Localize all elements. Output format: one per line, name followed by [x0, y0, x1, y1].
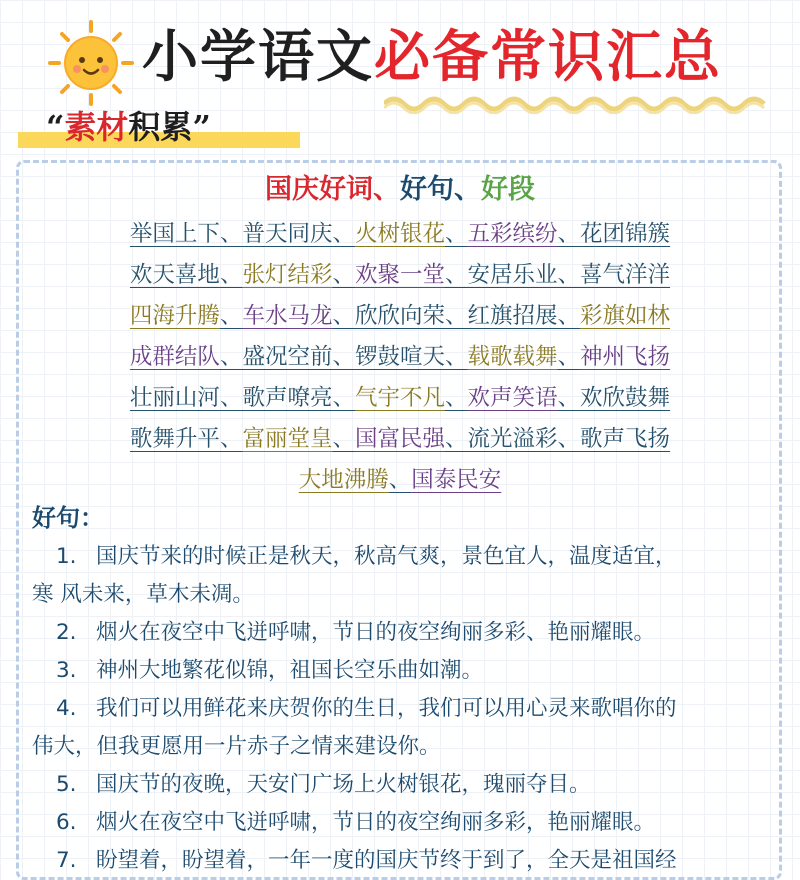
- word-separator: 、: [445, 344, 468, 370]
- word-item: 车水马龙: [242, 303, 333, 329]
- sentence-text: 国庆节来的时候正是秋天，秋高气爽，景色宜人，温度适宜，: [96, 544, 677, 569]
- section-title-part: 好段: [481, 174, 535, 205]
- word-separator: 、: [445, 221, 468, 247]
- sentence-line: [32, 804, 780, 842]
- section-title-part: 好句、: [400, 174, 481, 205]
- word-separator: 、: [332, 426, 355, 452]
- sentence-text: 国庆节的夜晚，天安门广场上火树银花，瑰丽夺目。: [96, 772, 591, 797]
- word-item: 国泰民安: [411, 467, 502, 493]
- sentence-text: 烟火在夜空中飞迸呼啸，节日的夜空绚丽多彩、艳丽耀眼。: [96, 620, 656, 645]
- word-item: 欢声笑语: [467, 385, 558, 411]
- word-separator: 、: [557, 262, 581, 288]
- word-item: 歌舞升平: [129, 426, 220, 452]
- word-item: 壮丽山河: [129, 385, 220, 411]
- word-item: 安居乐业: [467, 262, 558, 288]
- word-item: 花团锦簇: [580, 221, 671, 247]
- sentence-line: [32, 766, 780, 804]
- word-separator: 、: [332, 385, 355, 411]
- sentence-number: 1.: [56, 544, 77, 569]
- word-separator: 、: [557, 221, 581, 247]
- section-title-part: 国庆好词、: [265, 174, 400, 205]
- sentence-number: 2.: [56, 620, 77, 645]
- section-tag: [18, 104, 298, 150]
- word-item: 欢天喜地: [129, 262, 220, 288]
- sentence-line: [32, 652, 780, 690]
- word-separator: 、: [219, 221, 243, 247]
- tag-red: 素材: [64, 108, 129, 146]
- word-item: 举国上下: [129, 221, 220, 247]
- sentence-number: 6.: [56, 810, 77, 835]
- word-row: [0, 378, 800, 419]
- word-item: 国富民强: [354, 426, 445, 452]
- page-title: [142, 18, 722, 98]
- word-item: 气宇不凡: [354, 385, 445, 411]
- sentence-text: 伟大，但我更愿用一片赤子之情来建设你。: [32, 734, 441, 759]
- tag-open-quote: “: [46, 108, 65, 146]
- word-item: 四海升腾: [129, 303, 220, 329]
- word-item: 欢欣鼓舞: [580, 385, 671, 411]
- word-item: 锣鼓喧天: [354, 344, 445, 370]
- sentence-text: 我们可以用鲜花来庆贺你的生日，我们可以用心灵来歌唱你的: [96, 696, 677, 721]
- word-separator: 、: [219, 426, 243, 452]
- sentence-line: [32, 614, 780, 652]
- word-item: 大地沸腾: [298, 467, 389, 493]
- word-item: 盛况空前: [242, 344, 333, 370]
- word-list: [0, 214, 800, 501]
- word-row: [0, 337, 800, 378]
- sentence-text: 盼望着，盼望着，一年一度的国庆节终于到了，全天是祖国经: [96, 848, 677, 873]
- word-separator: 、: [219, 303, 243, 329]
- word-item: 彩旗如林: [580, 303, 671, 329]
- sentence-number: 4.: [56, 696, 77, 721]
- word-item: 喜气洋洋: [580, 262, 671, 288]
- word-separator: 、: [332, 262, 355, 288]
- word-separator: 、: [332, 344, 355, 370]
- tag-close-quote: ”: [192, 108, 211, 146]
- word-item: 张灯结彩: [242, 262, 333, 288]
- good-sentences-label: 好句：: [32, 504, 104, 532]
- word-separator: 、: [219, 385, 243, 411]
- title-red: 必备常识汇总: [374, 25, 722, 90]
- sentence-text: 烟火在夜空中飞迸呼啸，节日的夜空绚丽多彩，艳丽耀眼。: [96, 810, 656, 835]
- word-separator: 、: [332, 221, 355, 247]
- sentence-line: [32, 690, 780, 728]
- word-item: 歌声飞扬: [580, 426, 671, 452]
- word-separator: 、: [219, 344, 243, 370]
- word-row: [0, 296, 800, 337]
- word-row: [0, 419, 800, 460]
- word-separator: 、: [557, 426, 581, 452]
- word-item: 普天同庆: [242, 221, 333, 247]
- word-separator: 、: [445, 426, 468, 452]
- word-separator: 、: [332, 303, 355, 329]
- title-black: 小学语文: [142, 25, 374, 90]
- word-item: 欢聚一堂: [354, 262, 445, 288]
- tag-text: [46, 104, 211, 150]
- word-separator: 、: [219, 262, 243, 288]
- word-separator: 、: [445, 303, 468, 329]
- word-item: 红旗招展: [467, 303, 558, 329]
- word-item: 富丽堂皇: [242, 426, 333, 452]
- sentence-line: [32, 842, 780, 880]
- sentence-list: [32, 538, 780, 880]
- sentence-number: 5.: [56, 772, 77, 797]
- word-row: [0, 255, 800, 296]
- word-separator: 、: [557, 385, 581, 411]
- word-separator: 、: [445, 262, 468, 288]
- word-row: [0, 214, 800, 255]
- word-row: [0, 460, 800, 501]
- word-separator: 、: [557, 303, 581, 329]
- word-item: 五彩缤纷: [467, 221, 558, 247]
- word-separator: 、: [445, 385, 468, 411]
- sentence-number: 7.: [56, 848, 77, 873]
- sentence-line: [32, 538, 780, 576]
- wave-ribbon-icon: [384, 94, 774, 114]
- tag-black: 积累: [128, 108, 193, 146]
- sentence-text: 神州大地繁花似锦，祖国长空乐曲如潮。: [96, 658, 484, 683]
- sun-icon: [46, 18, 136, 108]
- section-title: [0, 170, 800, 210]
- word-item: 欣欣向荣: [354, 303, 445, 329]
- word-item: 火树银花: [354, 221, 445, 247]
- word-item: 载歌载舞: [467, 344, 558, 370]
- sentence-line: [32, 576, 780, 614]
- word-item: 流光溢彩: [467, 426, 558, 452]
- word-item: 成群结队: [129, 344, 220, 370]
- sentence-number: 3.: [56, 658, 77, 683]
- word-item: 歌声嘹亮: [242, 385, 333, 411]
- word-separator: 、: [557, 344, 581, 370]
- sentence-line: [32, 728, 780, 766]
- word-item: 神州飞扬: [580, 344, 671, 370]
- word-separator: 、: [388, 467, 412, 493]
- sentence-text: 寒 风未来，草木未凋。: [32, 582, 254, 607]
